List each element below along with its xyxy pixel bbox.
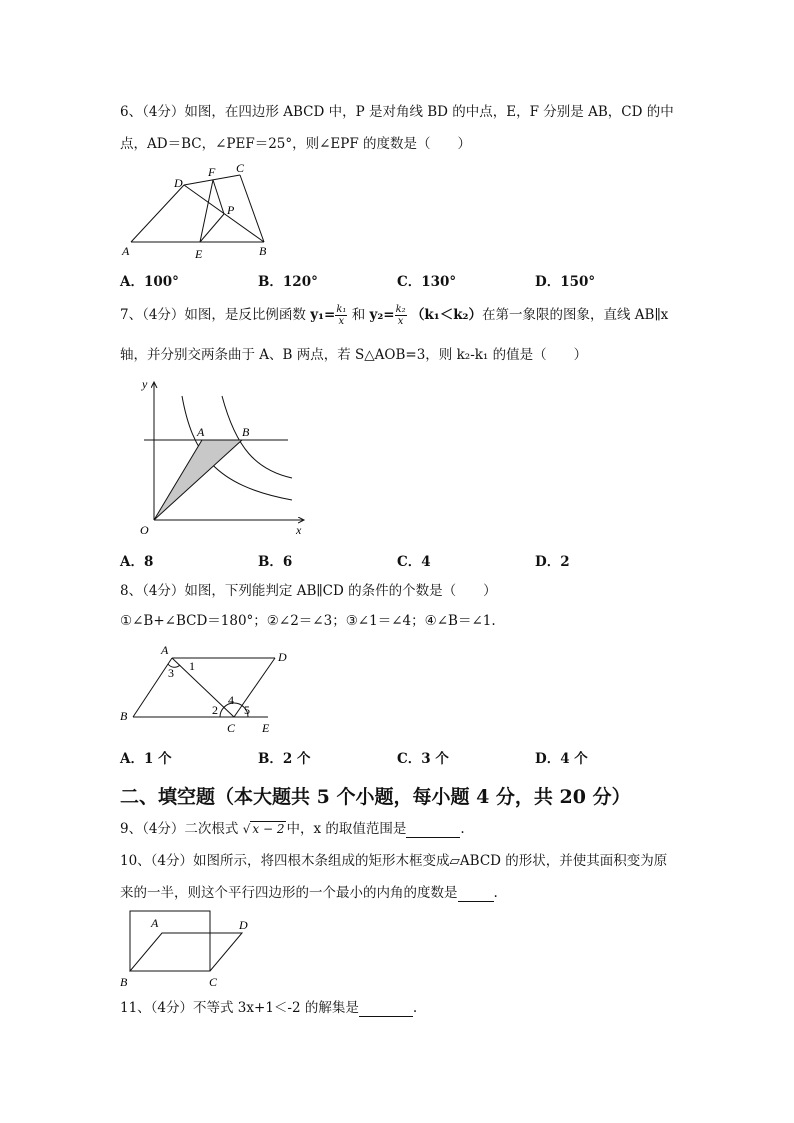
q7-option-d[interactable]: D．2 bbox=[535, 554, 570, 570]
q6-label-b: B bbox=[259, 244, 267, 258]
q7-label-a: A bbox=[197, 425, 205, 439]
q9-answer-blank[interactable] bbox=[406, 823, 460, 838]
q7-label-b: B bbox=[242, 425, 250, 439]
q7-line1 bbox=[120, 304, 668, 327]
q6-label-c: C bbox=[236, 162, 245, 175]
q8-label-1: 1 bbox=[189, 659, 195, 673]
q6-label-f: F bbox=[208, 165, 216, 179]
q8-option-b[interactable]: B．2 个 bbox=[258, 751, 311, 767]
q9-suffix: 中，x 的取值范围是 bbox=[286, 821, 407, 837]
q8-line2: ①∠B+∠BCD＝180°；②∠2＝∠3；③∠1＝∠4；④∠B＝∠1. bbox=[120, 613, 496, 629]
q7-condition: （k₁＜k₂） bbox=[410, 307, 482, 323]
q10-answer-blank[interactable] bbox=[458, 887, 494, 902]
q9-radicand: x − 2 bbox=[252, 822, 285, 836]
q6-option-c[interactable]: C．130° bbox=[397, 274, 457, 290]
q6-label-e: E bbox=[195, 247, 203, 261]
q10-line2-text: 来的一半，则这个平行四边形的一个最小的内角的度数是 bbox=[120, 885, 458, 901]
q8-option-d[interactable]: D．4 个 bbox=[535, 751, 588, 767]
q10-line2 bbox=[120, 884, 498, 902]
q6-line1: 6、（4分）如图，在四边形 ABCD 中，P 是对角线 BD 的中点，E，F 分别是 AB，CD 的中 bbox=[120, 104, 674, 120]
q6-label-p: P bbox=[227, 203, 235, 217]
q8-label-b: B bbox=[120, 709, 128, 723]
q7-k2: k₂ bbox=[395, 304, 406, 315]
q8-label-4: 4 bbox=[228, 693, 234, 707]
q8-label-2: 2 bbox=[212, 703, 218, 717]
q7-option-c[interactable]: C．4 bbox=[397, 554, 431, 570]
q11-answer-blank[interactable] bbox=[359, 1002, 413, 1017]
q9-end: . bbox=[460, 821, 465, 837]
q9-line bbox=[120, 820, 465, 838]
q7-hyperbola-figure bbox=[136, 374, 326, 539]
q11-end: . bbox=[412, 1000, 418, 1016]
q8-label-3: 3 bbox=[168, 666, 174, 680]
q11-prefix: 11、（4分）不等式 3x+1＜-2 的解集是 bbox=[120, 1000, 359, 1016]
q8-option-a[interactable]: A．1 个 bbox=[120, 751, 172, 767]
q10-rectangle-parallelogram-figure bbox=[118, 906, 268, 991]
q7-fraction-2 bbox=[395, 304, 407, 327]
q9-sqrt: √ x − 2 bbox=[242, 822, 285, 836]
q6-label-a: A bbox=[122, 244, 130, 258]
q7-prefix: 7、（4分）如图，是反比例函数 bbox=[120, 307, 306, 323]
q7-y1: y₁= bbox=[310, 307, 336, 323]
q6-label-d: D bbox=[174, 176, 183, 190]
q6-option-d[interactable]: D．150° bbox=[535, 274, 596, 290]
q10-label-a: A bbox=[151, 916, 159, 930]
q6-option-b[interactable]: B．120° bbox=[258, 274, 318, 290]
q7-label-x: x bbox=[296, 523, 302, 537]
q8-line1: 8、（4分）如图，下列能判定 AB∥CD 的条件的个数是（ ） bbox=[120, 583, 497, 599]
q8-label-5: 5 bbox=[244, 703, 250, 717]
q10-label-d: D bbox=[239, 918, 248, 932]
q8-label-d: D bbox=[278, 650, 287, 664]
q8-label-a: A bbox=[161, 643, 169, 657]
q9-prefix: 9、（4分）二次根式 bbox=[120, 821, 239, 837]
q6-quadrilateral-figure bbox=[118, 162, 288, 262]
q6-option-a[interactable]: A．100° bbox=[120, 274, 179, 290]
q6-line2: 点，AD＝BC，∠PEF＝25°，则∠EPF 的度数是（ ） bbox=[120, 136, 472, 152]
q7-x1: x bbox=[338, 316, 345, 327]
q10-line1: 10、（4分）如图所示，将四根木条组成的矩形木框变成▱ABCD 的形状，并使其面积变为原 bbox=[120, 853, 668, 869]
q8-label-e: E bbox=[262, 721, 270, 735]
q7-and: 和 bbox=[351, 307, 366, 323]
q11-line bbox=[120, 999, 417, 1017]
q7-line2: 轴，并分别交两条曲于 A、B 两点，若 S△AOB=3，则 k₂-k₁ 的值是（ ） bbox=[120, 347, 588, 363]
q7-suffix: 在第一象限的图象，直线 AB∥x bbox=[481, 307, 669, 323]
q7-k1: k₁ bbox=[336, 304, 347, 315]
q10-end: . bbox=[493, 885, 498, 901]
q8-label-c: C bbox=[227, 721, 236, 735]
q7-fraction-1 bbox=[335, 304, 347, 327]
q7-option-b[interactable]: B．6 bbox=[258, 554, 293, 570]
q8-parallel-lines-figure bbox=[118, 642, 288, 737]
q8-option-c[interactable]: C．3 个 bbox=[397, 751, 449, 767]
q7-label-o: O bbox=[140, 523, 149, 537]
q10-label-b: B bbox=[120, 975, 128, 989]
q10-label-c: C bbox=[209, 975, 218, 989]
q7-option-a[interactable]: A．8 bbox=[120, 554, 154, 570]
q7-x2: x bbox=[397, 316, 404, 327]
section-2-heading: 二、填空题（本大题共 5 个小题，每小题 4 分，共 20 分） bbox=[120, 786, 631, 808]
q7-y2: y₂= bbox=[369, 307, 395, 323]
q7-label-y: y bbox=[142, 377, 148, 391]
q7-shaded-triangle bbox=[154, 440, 242, 520]
